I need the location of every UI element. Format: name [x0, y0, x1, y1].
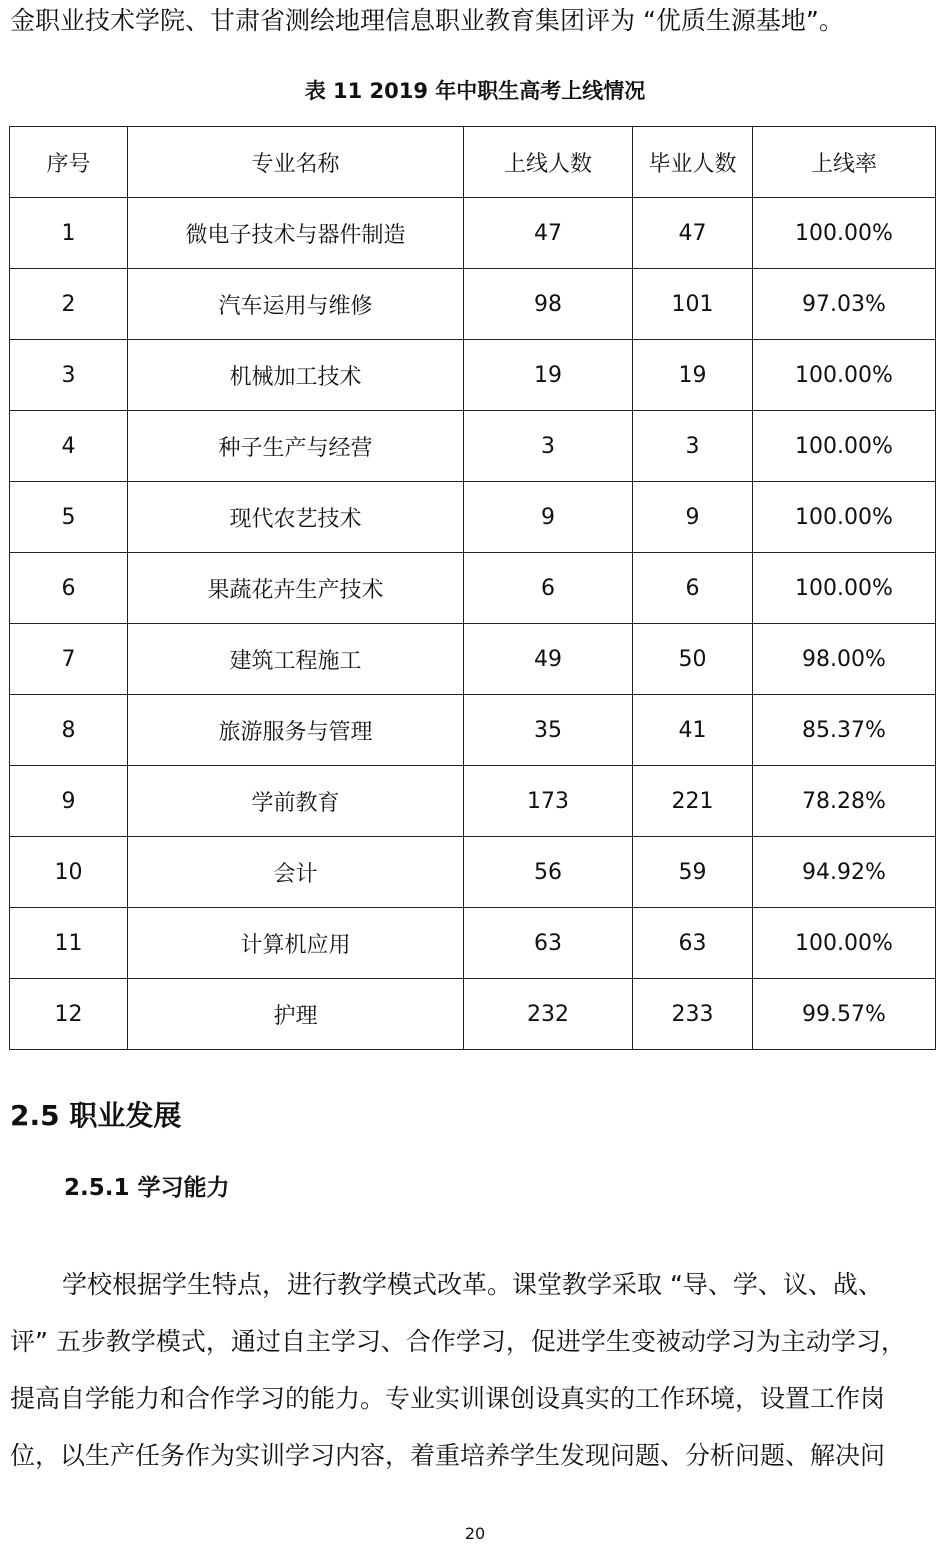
cell-index: 7 — [10, 624, 128, 695]
paragraph-line: 提高自学能力和合作学习的能力。专业实训课创设真实的工作环境，设置工作岗 — [10, 1384, 886, 1413]
cell-rate: 78.28% — [753, 766, 936, 837]
table-row — [10, 979, 936, 1050]
cell-graduates: 9 — [633, 482, 753, 553]
cell-admitted: 56 — [464, 837, 633, 908]
cell-admitted: 19 — [464, 340, 633, 411]
paragraph-line: 位，以生产任务作为实训学习内容，着重培养学生发现问题、分析问题、解决问 — [10, 1441, 886, 1470]
cell-graduates: 47 — [633, 198, 753, 269]
header-admitted: 上线人数 — [464, 127, 633, 198]
section-heading: 2.5 职业发展 — [10, 1099, 182, 1132]
table-row — [10, 837, 936, 908]
table-header-row — [10, 127, 936, 198]
cell-graduates: 3 — [633, 411, 753, 482]
cell-admitted: 232 — [464, 979, 633, 1050]
cell-index: 3 — [10, 340, 128, 411]
cell-rate: 97.03% — [753, 269, 936, 340]
table-row — [10, 340, 936, 411]
cell-rate: 100.00% — [753, 482, 936, 553]
subsection-heading: 2.5.1 学习能力 — [64, 1175, 230, 1201]
cell-major: 微电子技术与器件制造 — [128, 198, 464, 269]
cell-index: 8 — [10, 695, 128, 766]
table-row — [10, 624, 936, 695]
table-body — [10, 198, 936, 1050]
cell-graduates: 50 — [633, 624, 753, 695]
top-text-line: 金职业技术学院、甘肃省测绘地理信息职业教育集团评为 “优质生源基地”。 — [10, 6, 844, 35]
table-row — [10, 411, 936, 482]
cell-rate: 99.57% — [753, 979, 936, 1050]
cell-major: 种子生产与经营 — [128, 411, 464, 482]
cell-major: 汽车运用与维修 — [128, 269, 464, 340]
cell-rate: 100.00% — [753, 411, 936, 482]
table-row — [10, 269, 936, 340]
table-row — [10, 553, 936, 624]
paragraph-line: 评” 五步教学模式，通过自主学习、合作学习，促进学生变被动学习为主动学习， — [10, 1327, 906, 1356]
cell-index: 9 — [10, 766, 128, 837]
cell-admitted: 6 — [464, 553, 633, 624]
cell-admitted: 47 — [464, 198, 633, 269]
header-graduates: 毕业人数 — [633, 127, 753, 198]
cell-admitted: 63 — [464, 908, 633, 979]
cell-major: 果蔬花卉生产技术 — [128, 553, 464, 624]
cell-graduates: 19 — [633, 340, 753, 411]
table-row — [10, 482, 936, 553]
cell-major: 会计 — [128, 837, 464, 908]
cell-rate: 100.00% — [753, 198, 936, 269]
cell-graduates: 101 — [633, 269, 753, 340]
cell-rate: 98.00% — [753, 624, 936, 695]
cell-graduates: 59 — [633, 837, 753, 908]
header-rate: 上线率 — [753, 127, 936, 198]
cell-graduates: 221 — [633, 766, 753, 837]
table-row — [10, 198, 936, 269]
body-paragraph — [10, 1256, 930, 1484]
cell-admitted: 98 — [464, 269, 633, 340]
paragraph-line: 学校根据学生特点，进行教学模式改革。课堂教学采取 “导、学、议、战、 — [62, 1270, 883, 1299]
cell-major: 学前教育 — [128, 766, 464, 837]
table-row — [10, 766, 936, 837]
cell-rate: 100.00% — [753, 908, 936, 979]
cell-index: 6 — [10, 553, 128, 624]
cell-admitted: 35 — [464, 695, 633, 766]
header-major: 专业名称 — [128, 127, 464, 198]
cell-index: 10 — [10, 837, 128, 908]
cell-index: 12 — [10, 979, 128, 1050]
cell-graduates: 63 — [633, 908, 753, 979]
page-number: 20 — [464, 1524, 486, 1543]
cell-rate: 100.00% — [753, 340, 936, 411]
cell-admitted: 173 — [464, 766, 633, 837]
cell-major: 计算机应用 — [128, 908, 464, 979]
cell-admitted: 3 — [464, 411, 633, 482]
cell-rate: 100.00% — [753, 553, 936, 624]
table-caption: 表 11 2019 年中职生高考上线情况 — [304, 79, 646, 103]
cell-index: 4 — [10, 411, 128, 482]
cell-index: 11 — [10, 908, 128, 979]
cell-rate: 94.92% — [753, 837, 936, 908]
cell-index: 2 — [10, 269, 128, 340]
cell-rate: 85.37% — [753, 695, 936, 766]
cell-major: 旅游服务与管理 — [128, 695, 464, 766]
cell-admitted: 49 — [464, 624, 633, 695]
cell-graduates: 6 — [633, 553, 753, 624]
cell-index: 5 — [10, 482, 128, 553]
cell-admitted: 9 — [464, 482, 633, 553]
cell-graduates: 233 — [633, 979, 753, 1050]
cell-major: 建筑工程施工 — [128, 624, 464, 695]
cell-graduates: 41 — [633, 695, 753, 766]
table-row — [10, 908, 936, 979]
cell-major: 护理 — [128, 979, 464, 1050]
table-row — [10, 695, 936, 766]
admission-table — [9, 126, 936, 1050]
cell-major: 机械加工技术 — [128, 340, 464, 411]
cell-index: 1 — [10, 198, 128, 269]
cell-major: 现代农艺技术 — [128, 482, 464, 553]
header-index: 序号 — [10, 127, 128, 198]
